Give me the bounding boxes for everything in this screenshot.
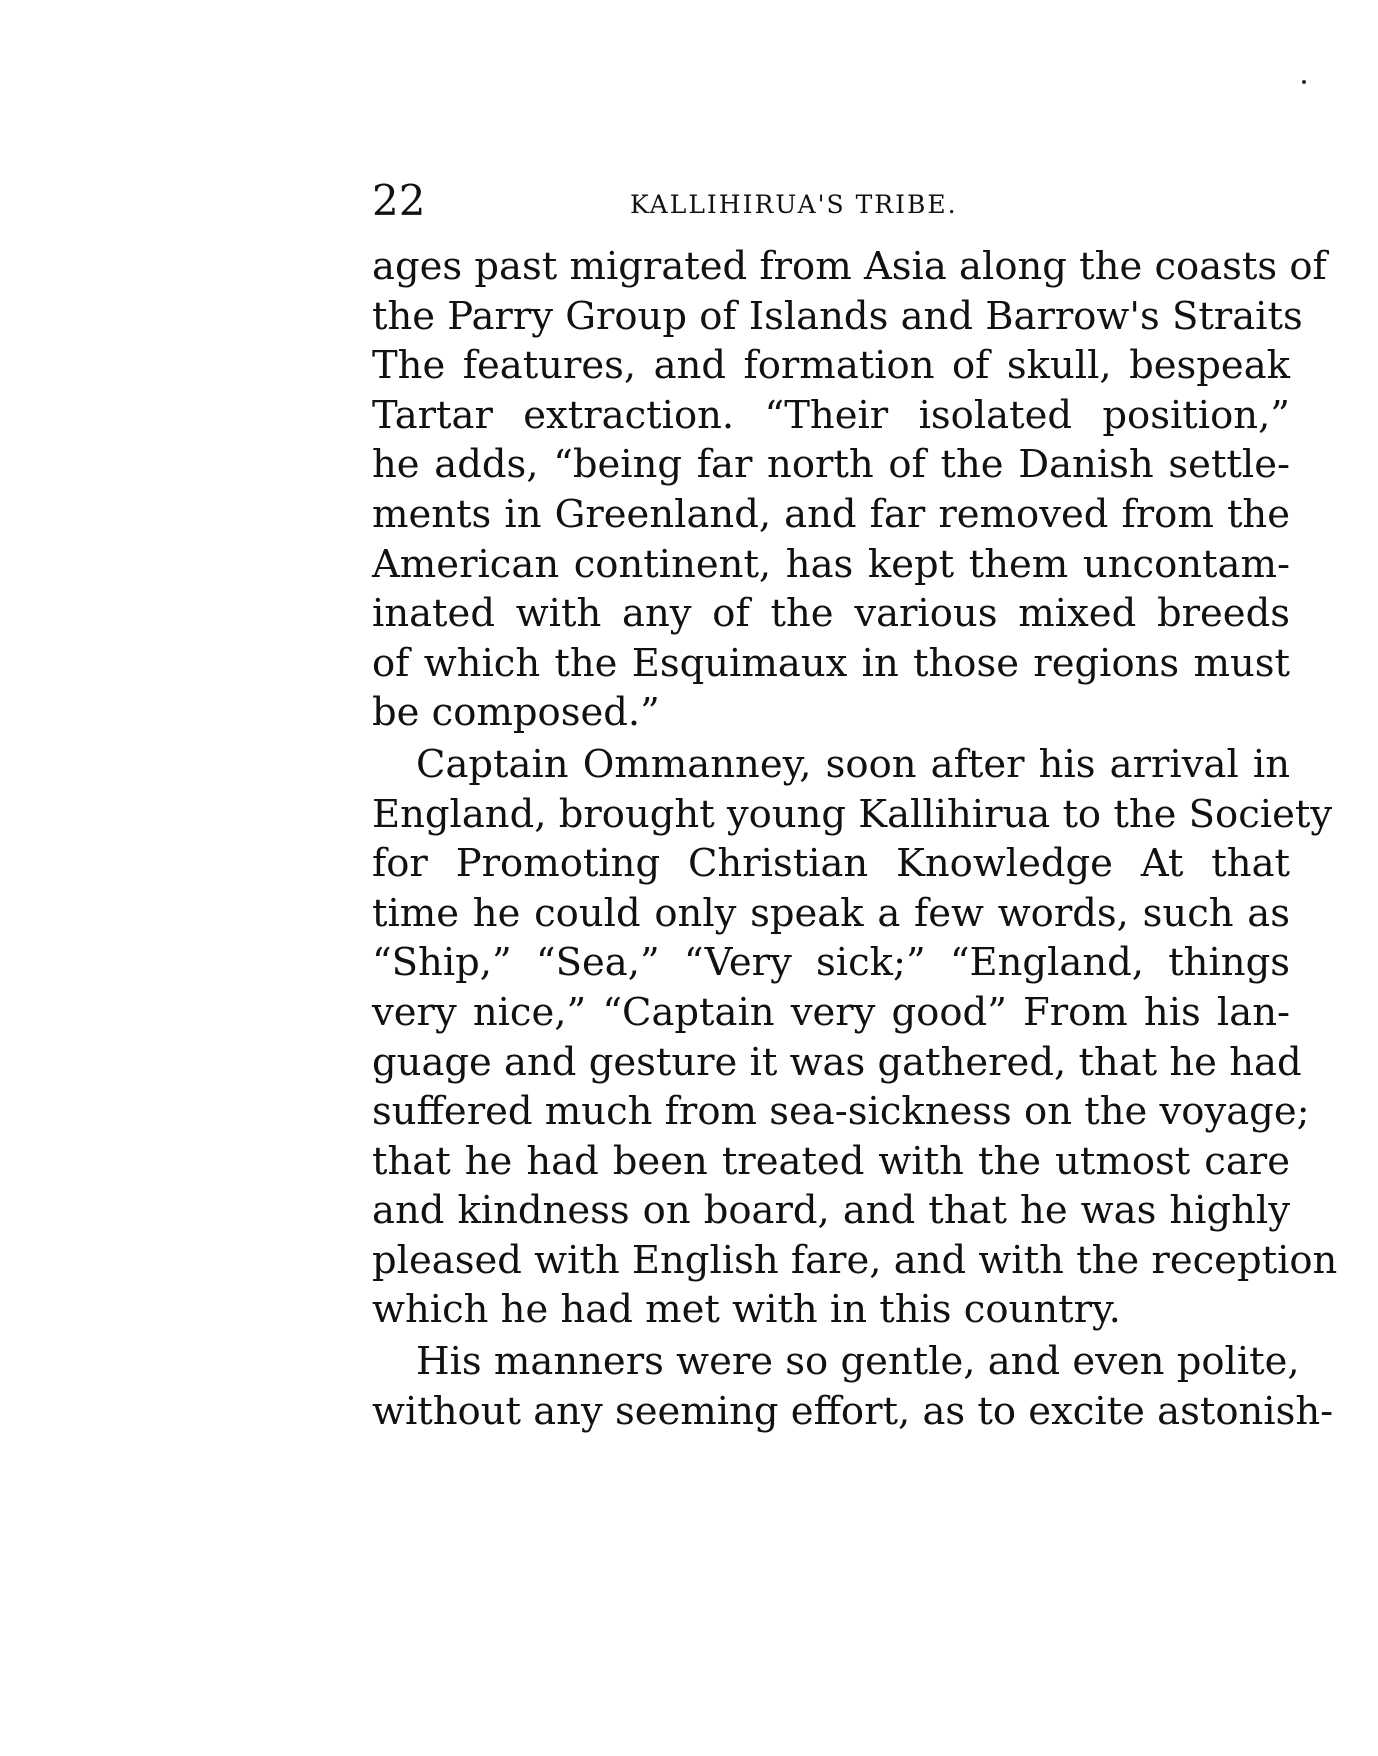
- text-line: “Ship,” “Sea,” “Very sick;” “England, things: [372, 940, 1290, 986]
- page-number: 22: [372, 176, 426, 225]
- paragraph-start-line: Captain Ommanney, soon after his arrival in: [416, 741, 1290, 787]
- text-line: ages past migrated from Asia along the coasts of: [372, 244, 1327, 289]
- paragraph-end-line: which he had met with in this country.: [372, 1287, 1121, 1333]
- text-line: American continent, has kept them uncontam-: [372, 541, 1290, 587]
- text-line: the Parry Group of Islands and Barrow's Straits: [372, 293, 1303, 339]
- running-head: KALLIHIRUA'S TRIBE.: [630, 190, 958, 219]
- body-text: [372, 242, 1338, 1436]
- text-line: inated with any of the various mixed breeds: [372, 591, 1290, 637]
- paragraph-start-line: His manners were so gentle, and even polite,: [416, 1339, 1300, 1385]
- text-line: suffered much from sea-sickness on the voyage;: [372, 1089, 1310, 1135]
- text-line: pleased with English fare, and with the reception: [372, 1237, 1338, 1283]
- page-speck: [1302, 80, 1306, 84]
- paragraph-end-line: be composed.”: [372, 690, 660, 736]
- text-line: that he had been treated with the utmost care: [372, 1138, 1290, 1184]
- text-line: time he could only speak a few words, such as: [372, 890, 1290, 936]
- text-line: he adds, “being far north of the Danish settle-: [372, 442, 1290, 488]
- text-line: England, brought young Kallihirua to the Society: [372, 791, 1333, 837]
- text-line: Tartar extraction. “Their isolated position,”: [372, 392, 1290, 438]
- text-line: The features, and formation of skull, bespeak: [372, 343, 1290, 389]
- text-line: of which the Esquimaux in those regions must: [372, 640, 1290, 686]
- text-line: ments in Greenland, and far removed from the: [372, 491, 1290, 537]
- text-line: without any seeming effort, as to excite astonish-: [372, 1388, 1334, 1434]
- text-line: very nice,” “Captain very good” From his lan-: [372, 989, 1290, 1035]
- text-line: for Promoting Christian Knowledge At that: [372, 841, 1290, 887]
- text-line: and kindness on board, and that he was highly: [372, 1188, 1290, 1234]
- text-line: guage and gesture it was gathered, that he had: [372, 1039, 1302, 1085]
